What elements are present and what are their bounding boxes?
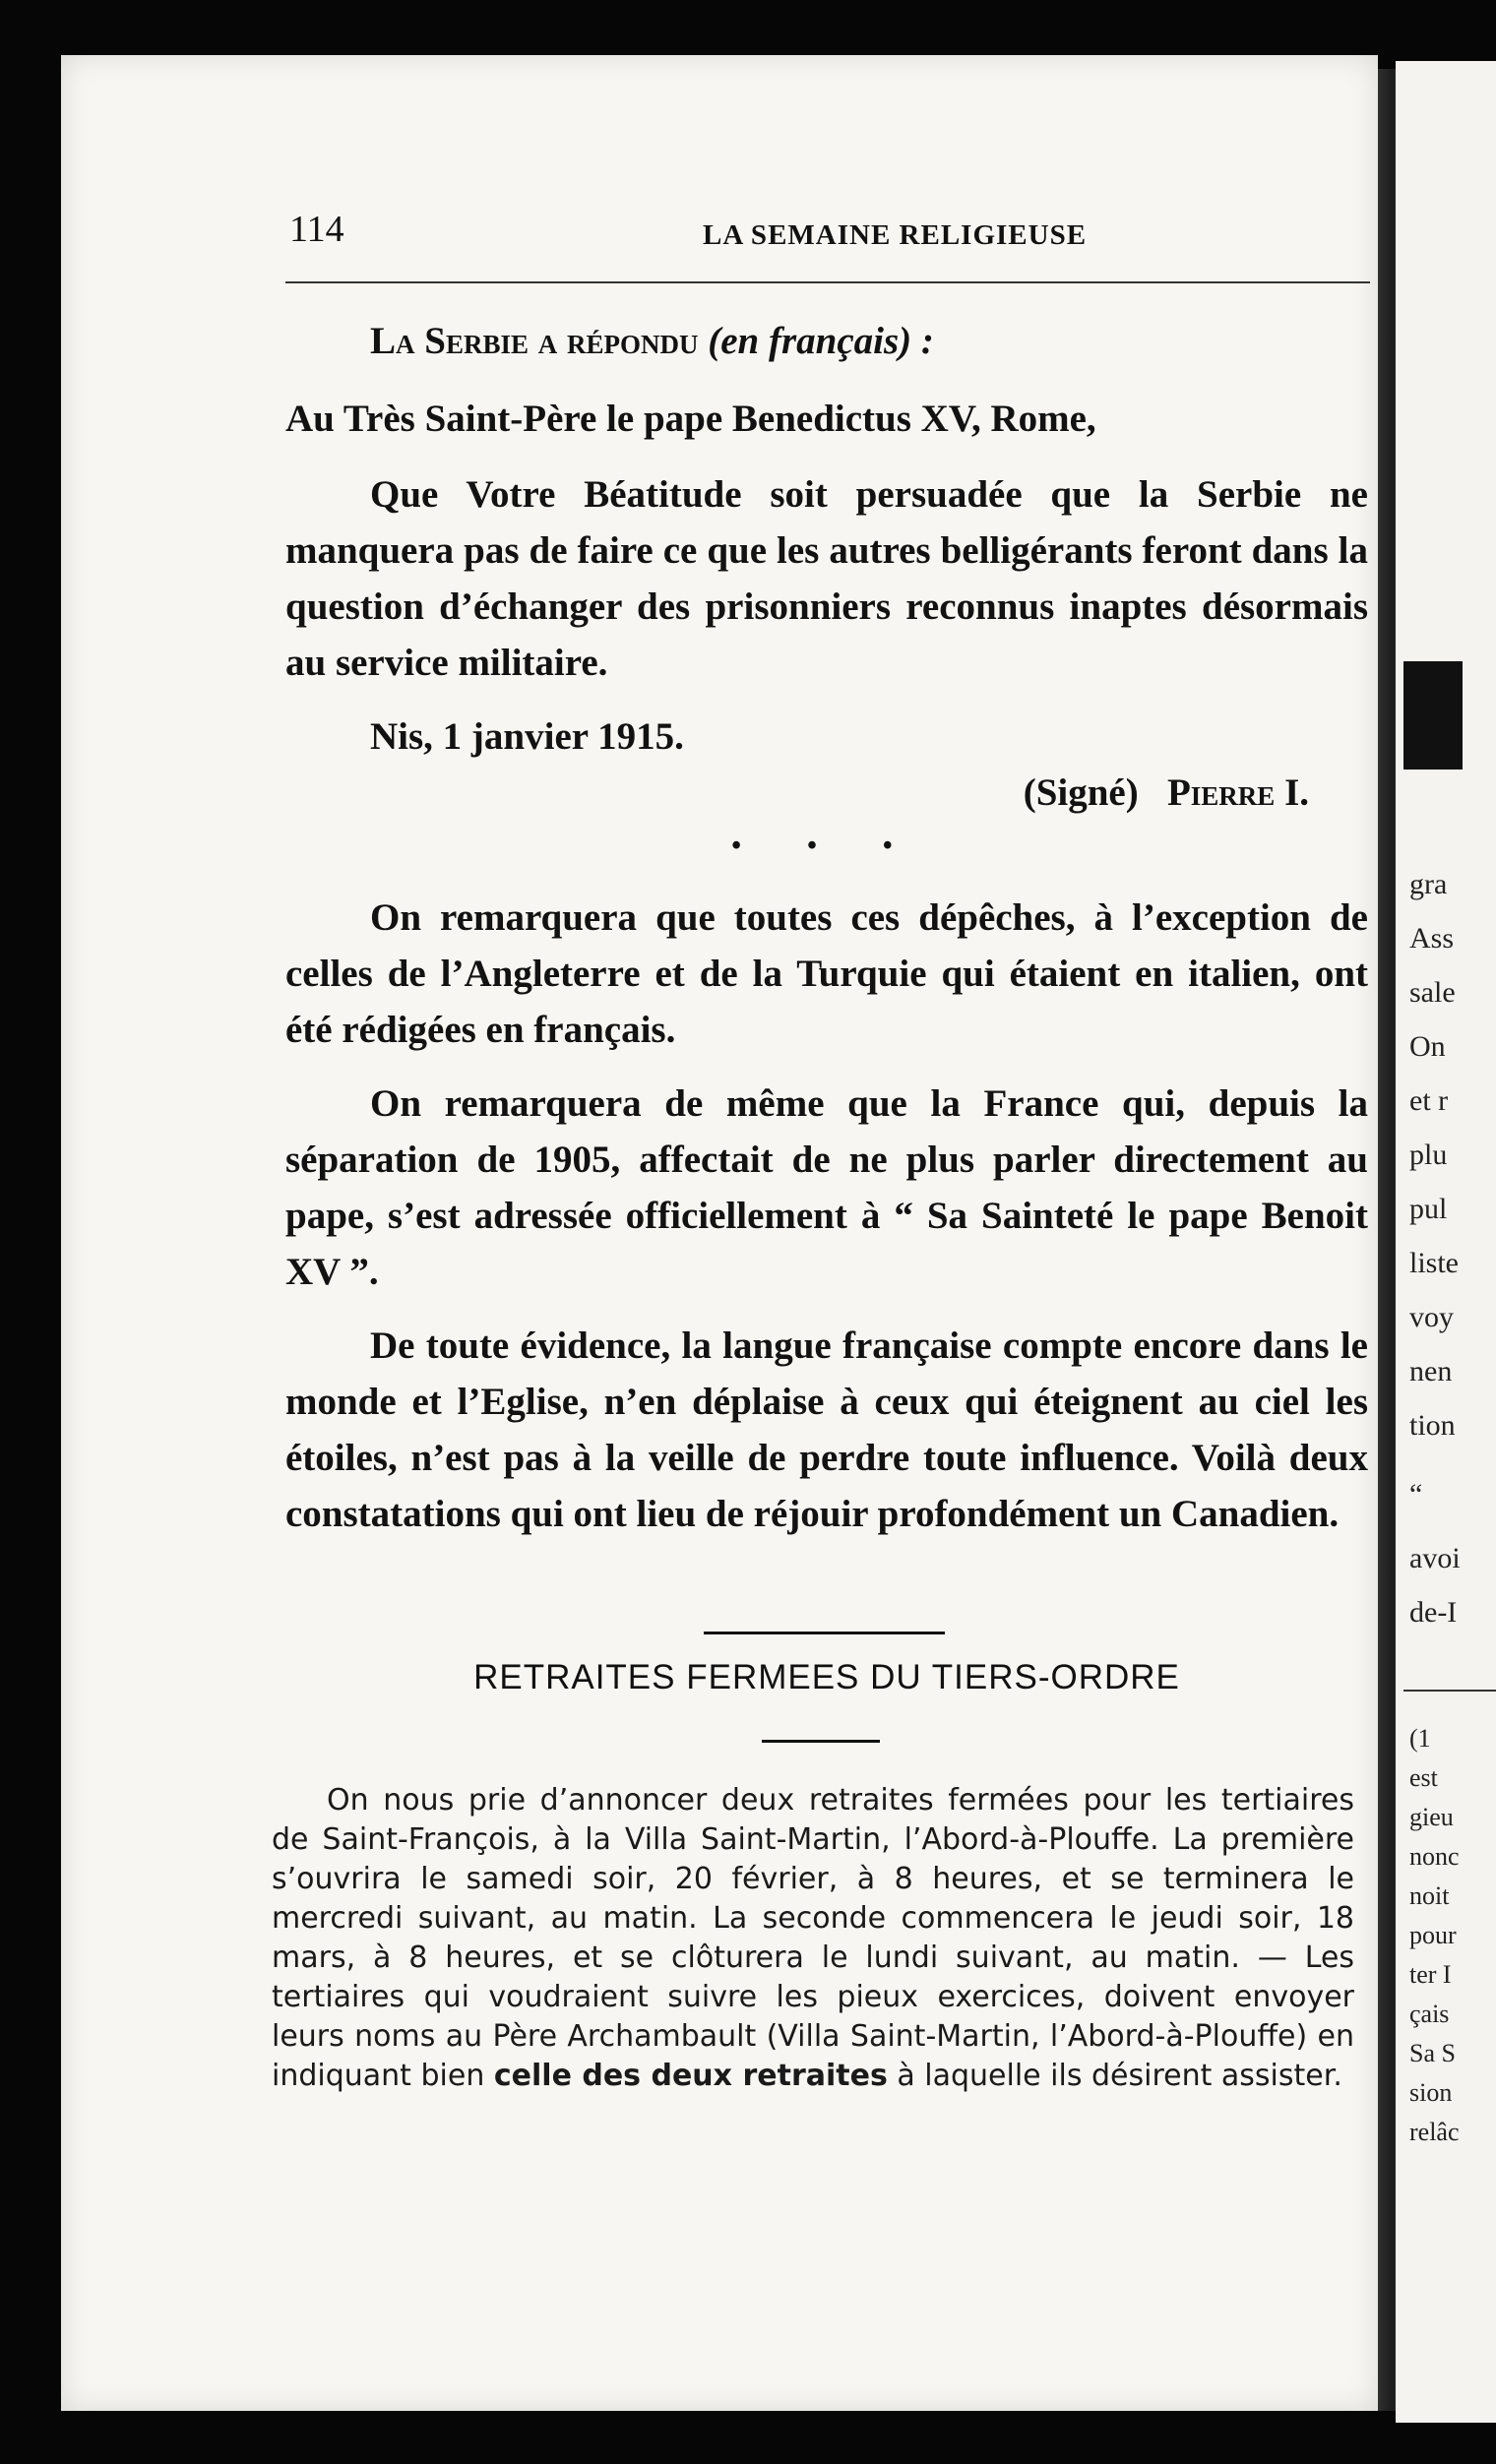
fragment: nen [1409, 1355, 1453, 1387]
fragment: sion [1409, 2078, 1453, 2107]
fragment: On [1409, 1030, 1446, 1063]
letter-lead [285, 313, 1368, 369]
letter-place-date: Nis, 1 janvier 1915. [370, 715, 684, 758]
letter-lead-paren: (en français) : [708, 320, 934, 362]
notice-text: On nous prie d’annoncer deux retraites fermées pour les tertiaires de Saint-François, à la Villa Saint-Martin, l’Abord-à-Plouffe. La première s’ouvrira le samedi soir, 20 février, à 8 heures, et se terminera le mercredi suivant, au matin. La seconde commencera le jeudi soir, 18 mars, à 8 heures, et se clôturera le lundi suivant, au matin. — Les tertiaires qui voudraient suivre les pieux exercices, doivent envoyer leurs noms au Père Archambault (Villa Saint-Martin, l’Abord-à-Plouffe) en indiquant bien [272, 1783, 1354, 2093]
fragment: sale [1409, 976, 1456, 1009]
letter-body: Que Votre Béatitude soit persuadée que la Serbie ne manquera pas de faire ce que les autres belligérants feront dans la question d’échanger des prisonniers reconnus inaptes désormais au service militaire. [285, 473, 1368, 684]
fragment: liste [1409, 1247, 1459, 1279]
signed-name: Pierre I. [1166, 771, 1309, 814]
header-rule [285, 281, 1370, 283]
section-title: RETRAITES FERMEES DU TIERS-ORDRE [473, 1658, 1180, 1696]
fragment: “ [1409, 1478, 1423, 1510]
running-title: LA SEMAINE RELIGIEUSE [703, 219, 1088, 251]
retreat-notice [272, 1781, 1354, 2096]
fragment: çais [1409, 2000, 1450, 2028]
fragment: Ass [1409, 922, 1455, 955]
paragraph: On remarquera que toutes ces dépêches, à l’exception de celles de l’Angleterre et de la Turquie qui étaient en italien, ont été rédigées en français. [285, 896, 1368, 1051]
fragment: (1 [1409, 1724, 1431, 1753]
fragment: et r [1409, 1084, 1449, 1117]
fragment: pul [1409, 1193, 1448, 1225]
fragment: noit [1409, 1881, 1450, 1910]
notice-paragraph [272, 1781, 1354, 2096]
notice-bold-text: celle des deux retraites [493, 2059, 888, 2093]
letter-address: Au Très Saint-Père le pape Benedictus XV, Rome, [285, 398, 1096, 440]
letter-signature [285, 765, 1368, 821]
paragraph: De toute évidence, la langue française compte encore dans le monde et l’Eglise, n’en déplaise à ceux qui éteignent au ciel les étoiles, n’est pas à la veille de perdre toute influence. Voilà deux constatations qui ont lieu de réjouir profondément un Canadien. [285, 1324, 1368, 1535]
fragment: Sa S [1409, 2039, 1456, 2067]
drop-cap-fragment [1403, 661, 1463, 770]
fragment: gieu [1409, 1803, 1454, 1831]
fragment: avoi [1409, 1542, 1461, 1574]
fragment: est [1409, 1763, 1438, 1792]
signed-label: (Signé) [1023, 771, 1139, 814]
fragment: nonc [1409, 1842, 1460, 1871]
fragment: pour [1409, 1921, 1457, 1949]
letter-lead-smallcaps: La Serbie a répondu [370, 320, 699, 362]
fragment-rule [1403, 1690, 1496, 1692]
page-header [289, 208, 1317, 251]
section-rule-top [704, 1632, 945, 1634]
separator-dots: • • • [731, 831, 922, 861]
page-number: 114 [289, 209, 344, 250]
adjacent-page [1396, 61, 1496, 2423]
fragment: voy [1409, 1301, 1454, 1333]
fragment: tion [1409, 1409, 1456, 1442]
article-body [285, 313, 1368, 1542]
paragraph: On remarquera de même que la France qui, depuis la séparation de 1905, affectait de ne plus parler directement au pape, s’est adressée officiellement à “ Sa Sainteté le pape Benoit XV ”. [285, 1082, 1368, 1293]
fragment: ter I [1409, 1960, 1452, 1989]
fragment: de-I [1409, 1596, 1458, 1629]
notice-text-end: à laquelle ils désirent assister. [887, 2059, 1342, 2093]
fragment: gra [1409, 868, 1448, 900]
fragment: relâc [1409, 2118, 1460, 2146]
fragment: plu [1409, 1139, 1448, 1171]
section-rule-bottom [762, 1740, 880, 1743]
